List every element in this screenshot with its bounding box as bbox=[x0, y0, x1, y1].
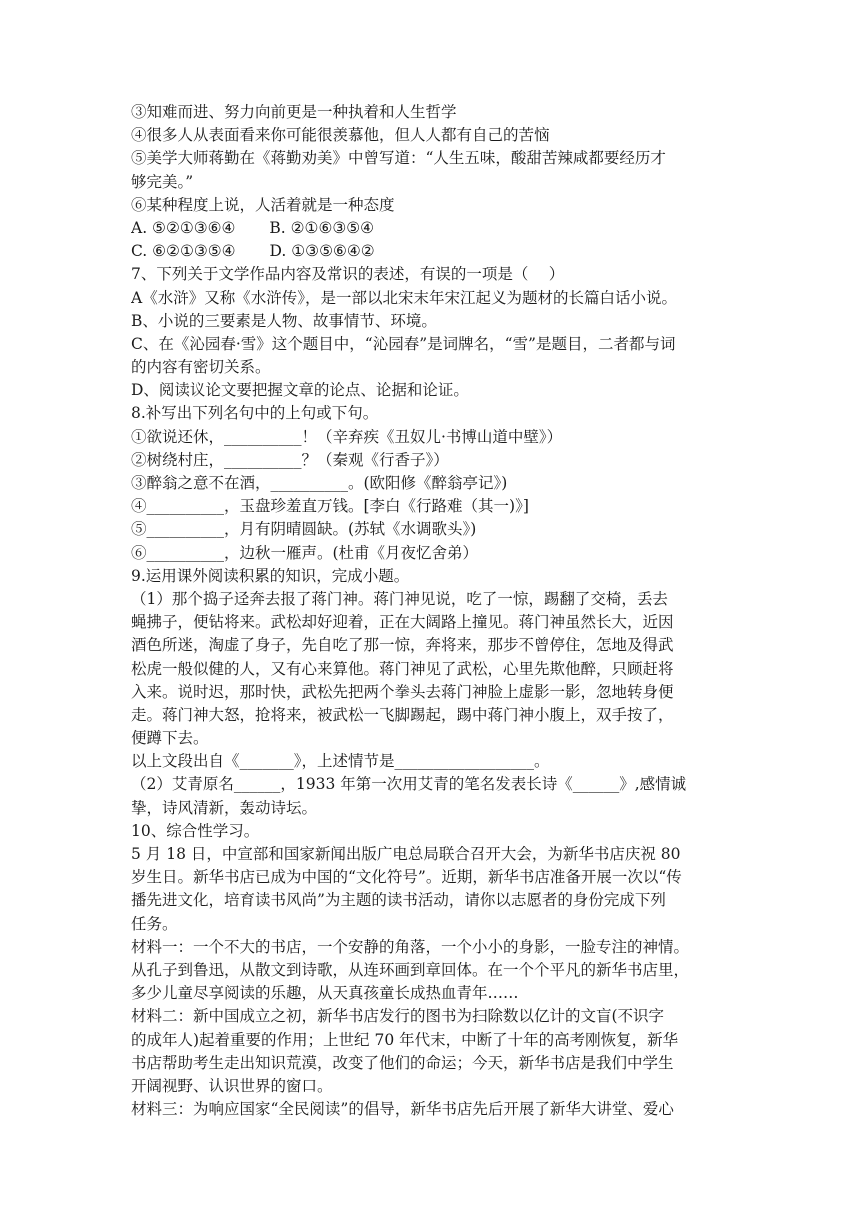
question-10-stem: 10、综合性学习。 bbox=[131, 821, 260, 840]
question-9-ask-1: 以上文段出自《_______》，上述情节是__________________。 bbox=[131, 752, 550, 771]
material-2-line: 材料二：新中国成立之初，新华书店发行的图书为扫除数以亿计的文盲(不识字 bbox=[131, 1007, 665, 1026]
question-8-line-1: ①欲说还休，__________！（辛弃疾《丑奴儿·书博山道中壁》） bbox=[131, 427, 563, 446]
sentence-5-line-1: ⑤美学大师蒋勤在《蒋勤劝美》中曾写道：“人生五味，酸甜苦辣咸都要经历才 bbox=[131, 149, 666, 168]
question-10-intro-line: 任务。 bbox=[131, 914, 178, 933]
question-9-passage-line: 松虎一般似健的人，又有心来算他。蒋门神见了武松，心里先欺他醉，只顾赶将 bbox=[131, 659, 674, 678]
question-7-option-c-line-1: C、在《沁园春·雪》这个题目中，“沁园春”是词牌名，“雪”是题目，二者都与词 bbox=[131, 334, 676, 353]
question-7-option-c-line-2: 的内容有密切关系。 bbox=[131, 358, 271, 377]
option-c: C. ⑥②①③⑤④ bbox=[131, 242, 236, 261]
question-7-option-b: B、小说的三要素是人物、故事情节、环境。 bbox=[131, 311, 437, 330]
question-7-option-a: A《水浒》又称《水浒传》，是一部以北宋末年宋江起义为题材的长篇白话小说。 bbox=[131, 288, 677, 307]
question-9-stem: 9.运用课外阅读积累的知识，完成小题。 bbox=[131, 566, 410, 585]
option-b: B. ②①⑥③⑤④ bbox=[269, 218, 375, 237]
question-9-passage-line: 走。蒋门神大怒，抢将来，被武松一飞脚踢起，踢中蒋门神小腹上，双手按了， bbox=[131, 705, 674, 724]
material-1-line: 多少儿童尽享阅读的乐趣，从天真孩童长成热血青年…… bbox=[131, 984, 519, 1003]
question-9-passage-line: （1）那个捣子迳奔去报了蒋门神。蒋门神见说，吃了一惊，踢翻了交椅，丢去 bbox=[131, 589, 668, 608]
exam-page bbox=[131, 101, 731, 1121]
sentence-5-line-2: 够完美。” bbox=[131, 172, 194, 191]
question-9-passage-line: 便蹲下去。 bbox=[131, 729, 209, 748]
question-7-option-d: D、阅读议论文要把握文章的论点、论据和论证。 bbox=[131, 381, 469, 400]
question-10-intro-line: 播先进文化，培育读书风尚”为主题的读书活动，请你以志愿者的身份完成下列 bbox=[131, 891, 666, 910]
question-8-stem: 8.补写出下列名句中的上句或下句。 bbox=[131, 404, 379, 423]
question-8-line-5: ⑤__________，月有阴晴圆缺。(苏轼《水调歌头》) bbox=[131, 520, 477, 539]
sentence-4: ④很多人从表面看来你可能很羡慕他，但人人都有自己的苦恼 bbox=[131, 126, 550, 145]
question-8-line-6: ⑥__________，边秋一雁声。(杜甫《月夜忆舍弟） bbox=[131, 543, 479, 562]
question-10-intro-line: 岁生日。新华书店已成为中国的“文化符号”。近期，新华书店准备开展一次以“传 bbox=[131, 868, 682, 887]
options-row-2 bbox=[131, 240, 731, 263]
material-2-line: 书店帮助考生走出知识荒漠，改变了他们的命运；今天，新华书店是我们中学生 bbox=[131, 1053, 674, 1072]
question-9-passage-line: 入来。说时迟，那时快，武松先把两个拳头去蒋门神脸上虚影一影，忽地转身便 bbox=[131, 682, 674, 701]
question-8-line-4: ④__________，玉盘珍羞直万钱。[李白《行路难（其一)》] bbox=[131, 497, 529, 516]
material-2-line: 的成年人)起着重要的作用；上世纪 70 年代末，中断了十年的高考刚恢复，新华 bbox=[131, 1030, 679, 1049]
question-10-intro-line: 5 月 18 日，中宣部和国家新闻出版广电总局联合召开大会，为新华书店庆祝 80 bbox=[131, 845, 681, 863]
question-8-line-3: ③醉翁之意不在酒，__________。(欧阳修《醉翁亭记》) bbox=[131, 474, 508, 492]
question-9-part-2-line-1: （2）艾青原名______，1933 年第一次用艾青的笔名发表长诗《______》,感情诚 bbox=[131, 775, 687, 794]
material-1-line: 材料一：一个不大的书店，一个安静的角落，一个小小的身影，一脸专注的神情。 bbox=[131, 937, 690, 956]
option-d: D. ①③⑤⑥④② bbox=[269, 242, 375, 261]
sentence-6: ⑥某种程度上说，人活着就是一种态度 bbox=[131, 195, 395, 214]
sentence-3: ③知难而进、努力向前更是一种执着和人生哲学 bbox=[131, 103, 457, 121]
material-1-line: 从孔子到鲁迅，从散文到诗歌，从连环画到章回体。在一个个平凡的新华书店里， bbox=[131, 960, 690, 979]
option-a: A. ⑤②①③⑥④ bbox=[131, 218, 236, 237]
question-9-part-2-line-2: 挚，诗风清新，轰动诗坛。 bbox=[131, 798, 318, 817]
material-3-line: 材料三：为响应国家“全民阅读”的倡导，新华书店先后开展了新华大讲堂、爱心 bbox=[131, 1100, 674, 1119]
options-row-1 bbox=[131, 217, 731, 240]
question-9-passage-line: 蝇拂子，便钻将来。武松却好迎着，正在大阔路上撞见。蒋门神虽然长大，近因 bbox=[131, 613, 674, 632]
material-2-line: 开阔视野、认识世界的窗口。 bbox=[131, 1076, 333, 1095]
question-7-stem: 7、下列关于文学作品内容及常识的表述，有误的一项是（ ） bbox=[131, 265, 565, 284]
question-8-line-2: ②树绕村庄，__________？（秦观《行香子》） bbox=[131, 450, 449, 469]
question-9-passage-line: 酒色所迷，淘虚了身子，先自吃了那一惊，奔将来，那步不曾停住，怎地及得武 bbox=[131, 636, 674, 655]
